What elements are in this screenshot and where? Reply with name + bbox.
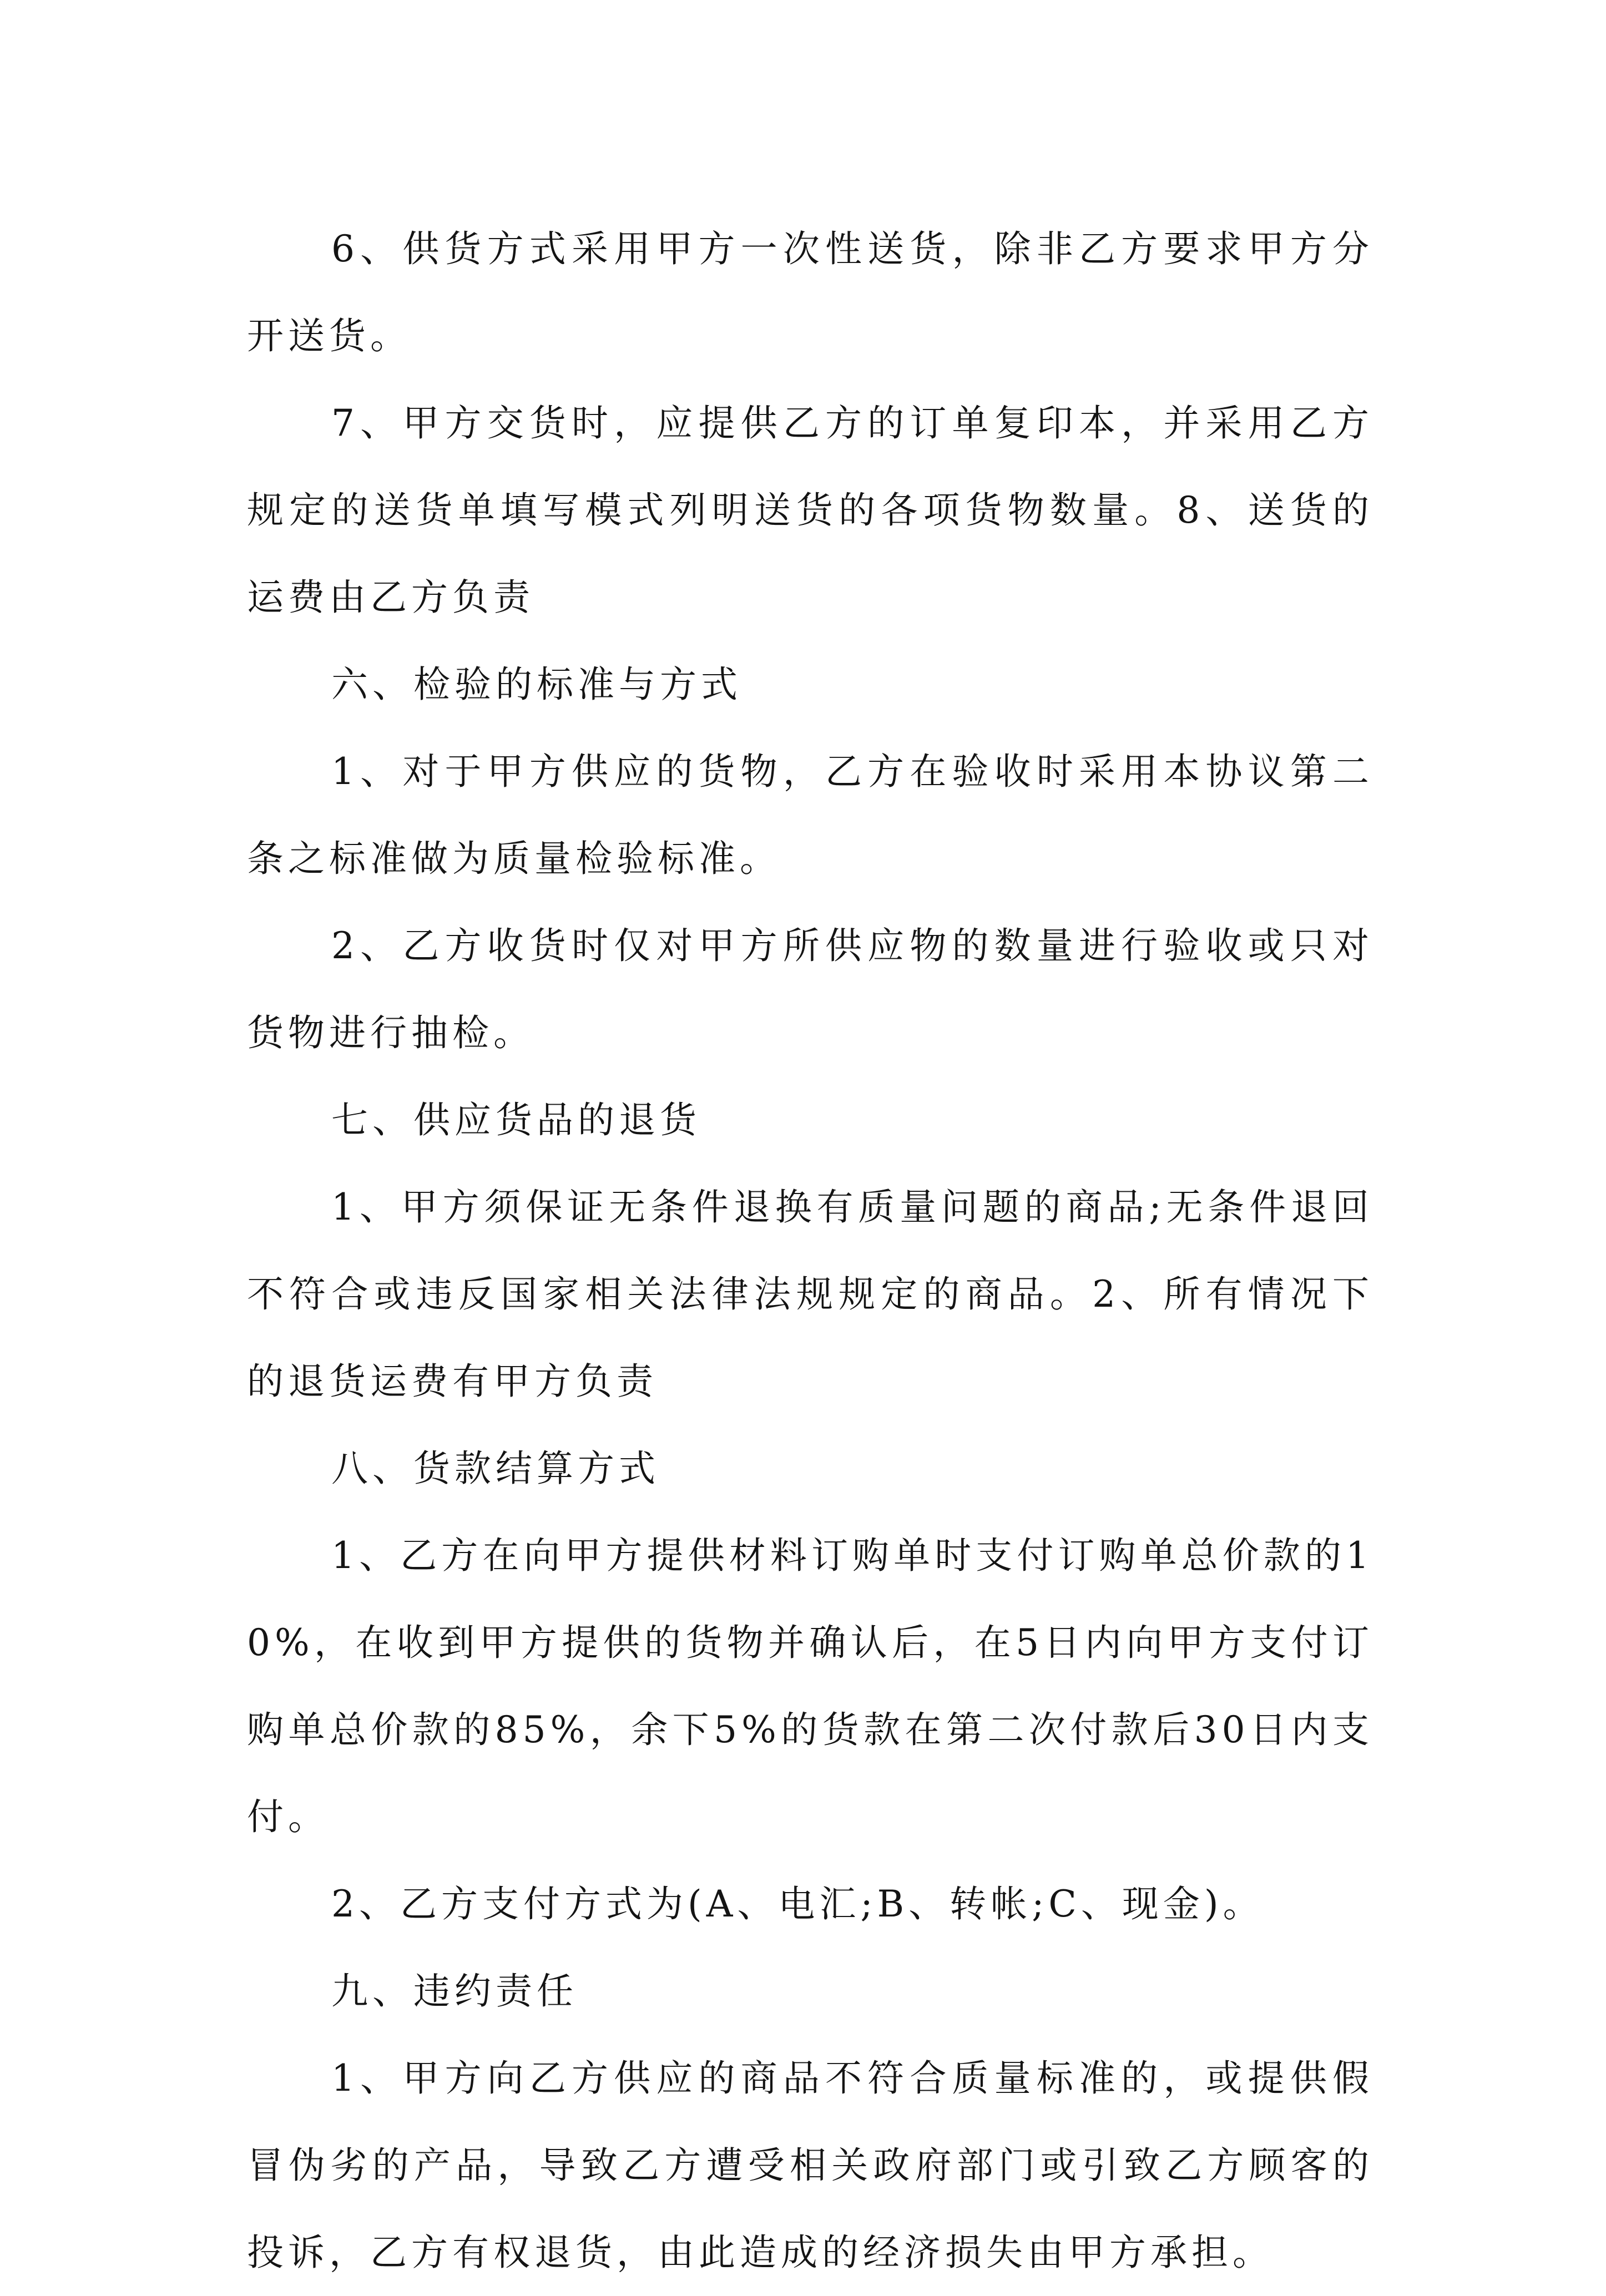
section-6-clause-2: 2、乙方收货时仅对甲方所供应物的数量进行验收或只对货物进行抽检。 (247, 924, 1373, 1054)
document-body (247, 205, 1373, 2296)
section-6-clause-1: 1、对于甲方供应的货物，乙方在验收时采用本协议第二条之标准做为质量检验标准。 (247, 750, 1373, 880)
section-7-clause-1-2: 1、甲方须保证无条件退换有质量问题的商品;无条件退回不符合或违反国家相关法律法规规定的商品。2、所有情况下的退货运费有甲方负责 (247, 1186, 1373, 1403)
section-8-heading: 八、货款结算方式 (331, 1447, 660, 1490)
section-7-heading: 七、供应货品的退货 (331, 1099, 701, 1141)
clause-6-delivery-method: 6、供货方式采用甲方一次性送货，除非乙方要求甲方分开送货。 (247, 227, 1373, 357)
section-9-heading: 九、违约责任 (331, 1970, 578, 2012)
section-9-clause-1: 1、甲方向乙方供应的商品不符合质量标准的，或提供假冒伪劣的产品，导致乙方遭受相关政府部门或引致乙方顾客的投诉，乙方有权退货，由此造成的经济损失由甲方承担。 (247, 2057, 1373, 2274)
section-8-clause-2: 2、乙方支付方式为(A、电汇;B、转帐;C、现金)。 (331, 1883, 1264, 1925)
section-8-clause-1: 1、乙方在向甲方提供材料订购单时支付订购单总价款的10%，在收到甲方提供的货物并确认后，在5日内向甲方支付订购单总价款的85%，余下5%的货款在第二次付款后30日内支付。 (247, 1534, 1373, 1838)
section-6-heading: 六、检验的标准与方式 (331, 663, 742, 706)
clause-7-8-delivery-documents: 7、甲方交货时，应提供乙方的订单复印本，并采用乙方规定的送货单填写模式列明送货的各项货物数量。8、送货的运费由乙方负责 (247, 402, 1373, 619)
